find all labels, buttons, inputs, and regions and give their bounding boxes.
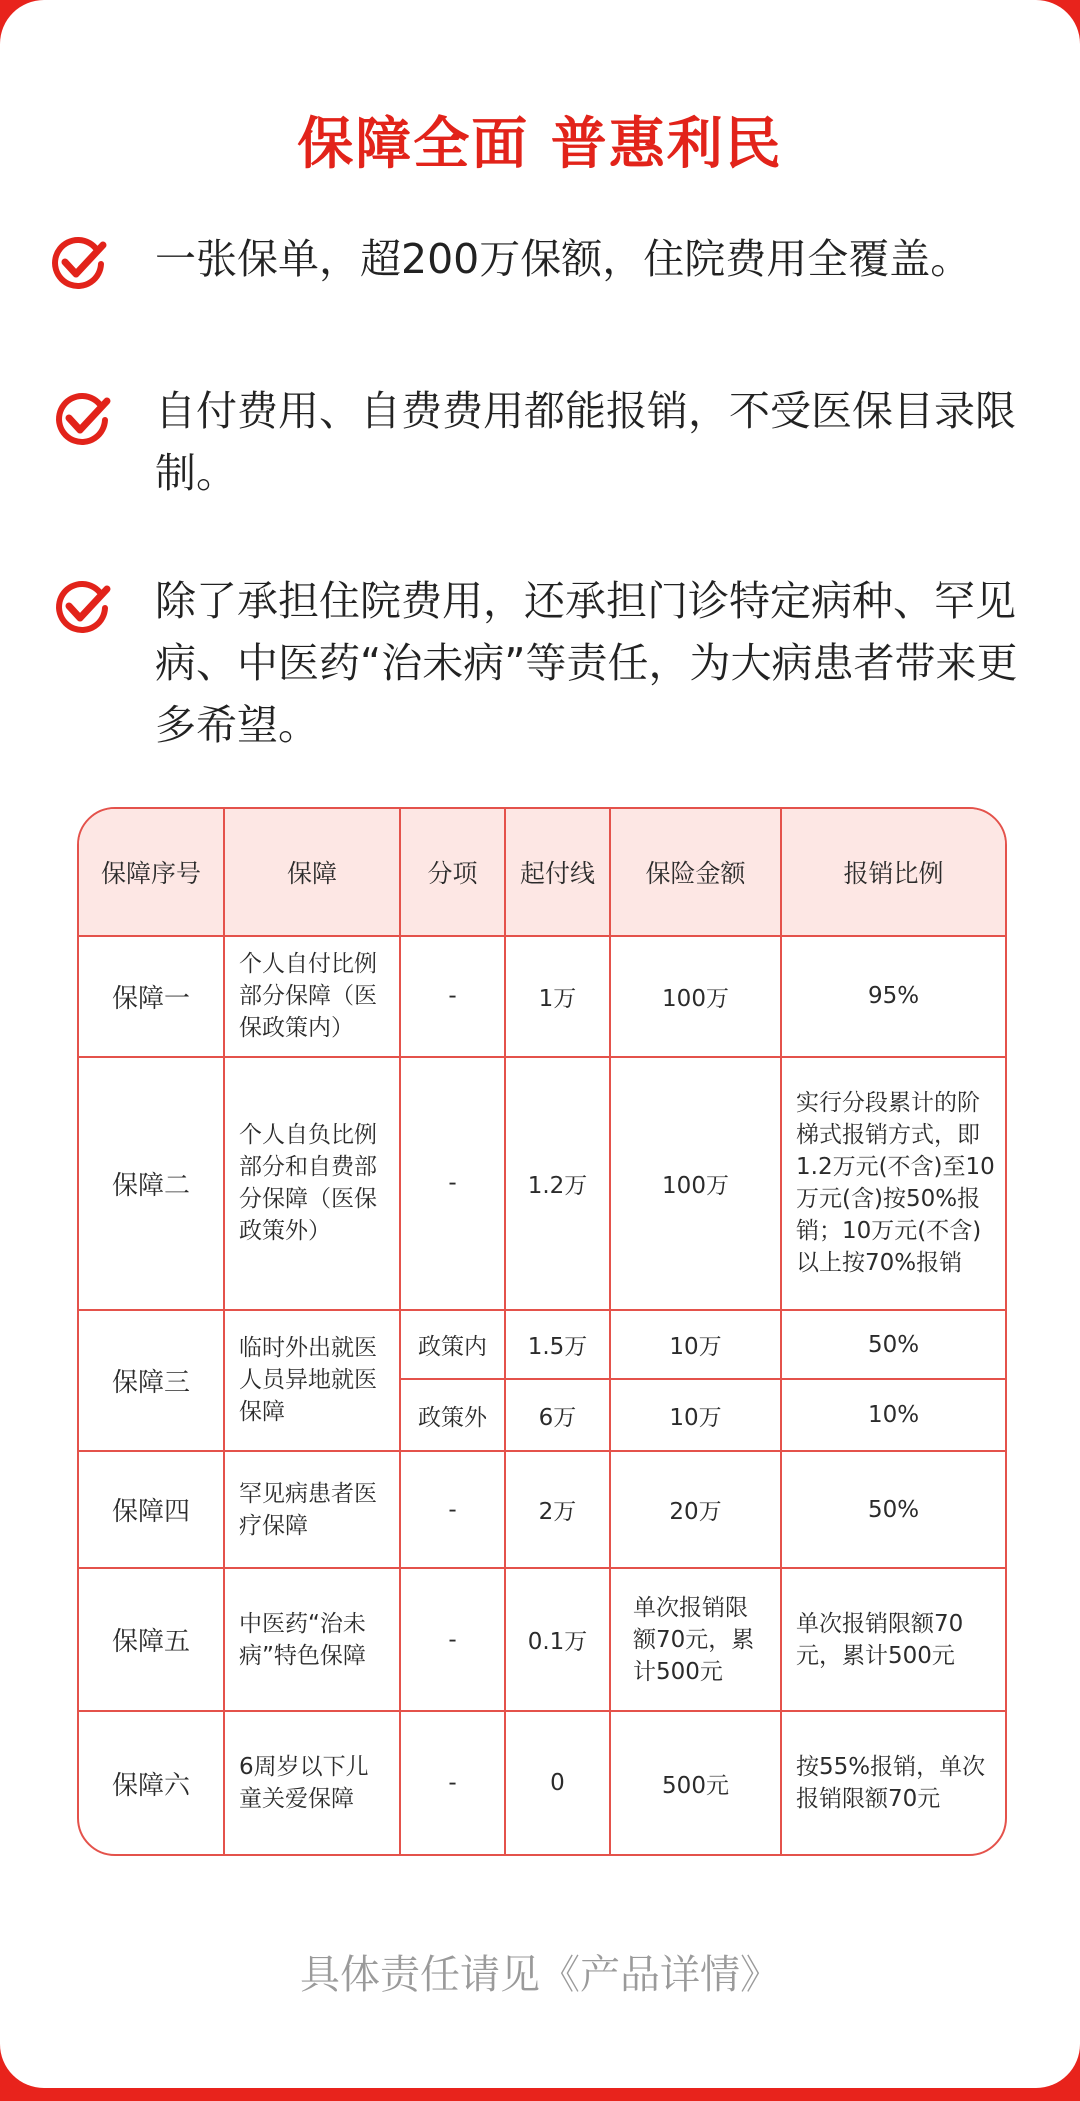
check-circle-icon: [48, 234, 108, 294]
cell-no: 保障五: [79, 1568, 224, 1711]
cell-name: 个人自负比例部分和自费部分保障（医保政策外）: [224, 1057, 400, 1310]
table-row: [79, 1711, 1005, 1854]
cell-name: 6周岁以下儿童关爱保障: [224, 1711, 400, 1854]
table-row: [79, 1451, 1005, 1569]
header-cell: 起付线: [505, 809, 610, 936]
cell-sub: 政策内: [400, 1310, 505, 1379]
cell-ratio: 实行分段累计的阶梯式报销方式，即1.2万元(不含)至10万元(含)按50%报销；10万元(不含)以上按70%报销: [781, 1057, 1005, 1310]
coverage-table: [77, 807, 1007, 1856]
cell-amount: 10万: [610, 1310, 781, 1379]
cell-amount: 10万: [610, 1379, 781, 1450]
product-details-link[interactable]: 具体责任请见《产品详情》: [300, 1952, 780, 1998]
feature-text: 自付费用、自费费用都能报销，不受医保目录限制。: [155, 387, 1016, 497]
cell-deductible: 2万: [505, 1451, 610, 1569]
cell-deductible: 6万: [505, 1379, 610, 1450]
cell-sub: -: [400, 1711, 505, 1854]
cell-name: 临时外出就医人员异地就医保障: [224, 1310, 400, 1451]
cell-sub: -: [400, 1057, 505, 1310]
header-cell: 分项: [400, 809, 505, 936]
cell-sub: -: [400, 936, 505, 1057]
cell-ratio: 单次报销限额70元，累计500元: [781, 1568, 1005, 1711]
cell-ratio: 50%: [781, 1310, 1005, 1379]
table-row: [79, 1568, 1005, 1711]
page-title: 保障全面 普惠利民: [297, 112, 783, 177]
cell-no: 保障一: [79, 936, 224, 1057]
check-circle-icon: [52, 390, 112, 450]
table-row: [79, 1057, 1005, 1310]
table-header-row: [79, 809, 1005, 936]
cell-ratio: 10%: [781, 1379, 1005, 1450]
header-cell: 保险金额: [610, 809, 781, 936]
check-circle-icon: [52, 578, 112, 638]
cell-no: 保障六: [79, 1711, 224, 1854]
cell-amount: 单次报销限额70元，累计500元: [610, 1568, 781, 1711]
cell-amount: 100万: [610, 1057, 781, 1310]
cell-sub: 政策外: [400, 1379, 505, 1450]
cell-name: 个人自付比例部分保障（医保政策内）: [224, 936, 400, 1057]
table-row: [79, 1310, 1005, 1379]
cell-amount: 100万: [610, 936, 781, 1057]
cell-deductible: 1.2万: [505, 1057, 610, 1310]
cell-ratio: 95%: [781, 936, 1005, 1057]
cell-amount: 500元: [610, 1711, 781, 1854]
feature-text: 一张保单，超200万保额，住院费用全覆盖。: [155, 235, 972, 283]
cell-name: 罕见病患者医疗保障: [224, 1451, 400, 1569]
cell-deductible: 1万: [505, 936, 610, 1057]
cell-no: 保障三: [79, 1310, 224, 1451]
header-cell: 保障: [224, 809, 400, 936]
cell-ratio: 50%: [781, 1451, 1005, 1569]
cell-no: 保障四: [79, 1451, 224, 1569]
header-cell: 保障序号: [79, 809, 224, 936]
feature-text: 除了承担住院费用，还承担门诊特定病种、罕见病、中医药“治未病”等责任，为大病患者带来更多希望。: [155, 577, 1018, 749]
cell-deductible: 0.1万: [505, 1568, 610, 1711]
cell-deductible: 1.5万: [505, 1310, 610, 1379]
cell-no: 保障二: [79, 1057, 224, 1310]
cell-amount: 20万: [610, 1451, 781, 1569]
cell-sub: -: [400, 1451, 505, 1569]
cell-name: 中医药“治未病”特色保障: [224, 1568, 400, 1711]
table-row: [79, 936, 1005, 1057]
header-cell: 报销比例: [781, 809, 1005, 936]
cell-ratio: 按55%报销，单次报销限额70元: [781, 1711, 1005, 1854]
cell-sub: -: [400, 1568, 505, 1711]
cell-deductible: 0: [505, 1711, 610, 1854]
